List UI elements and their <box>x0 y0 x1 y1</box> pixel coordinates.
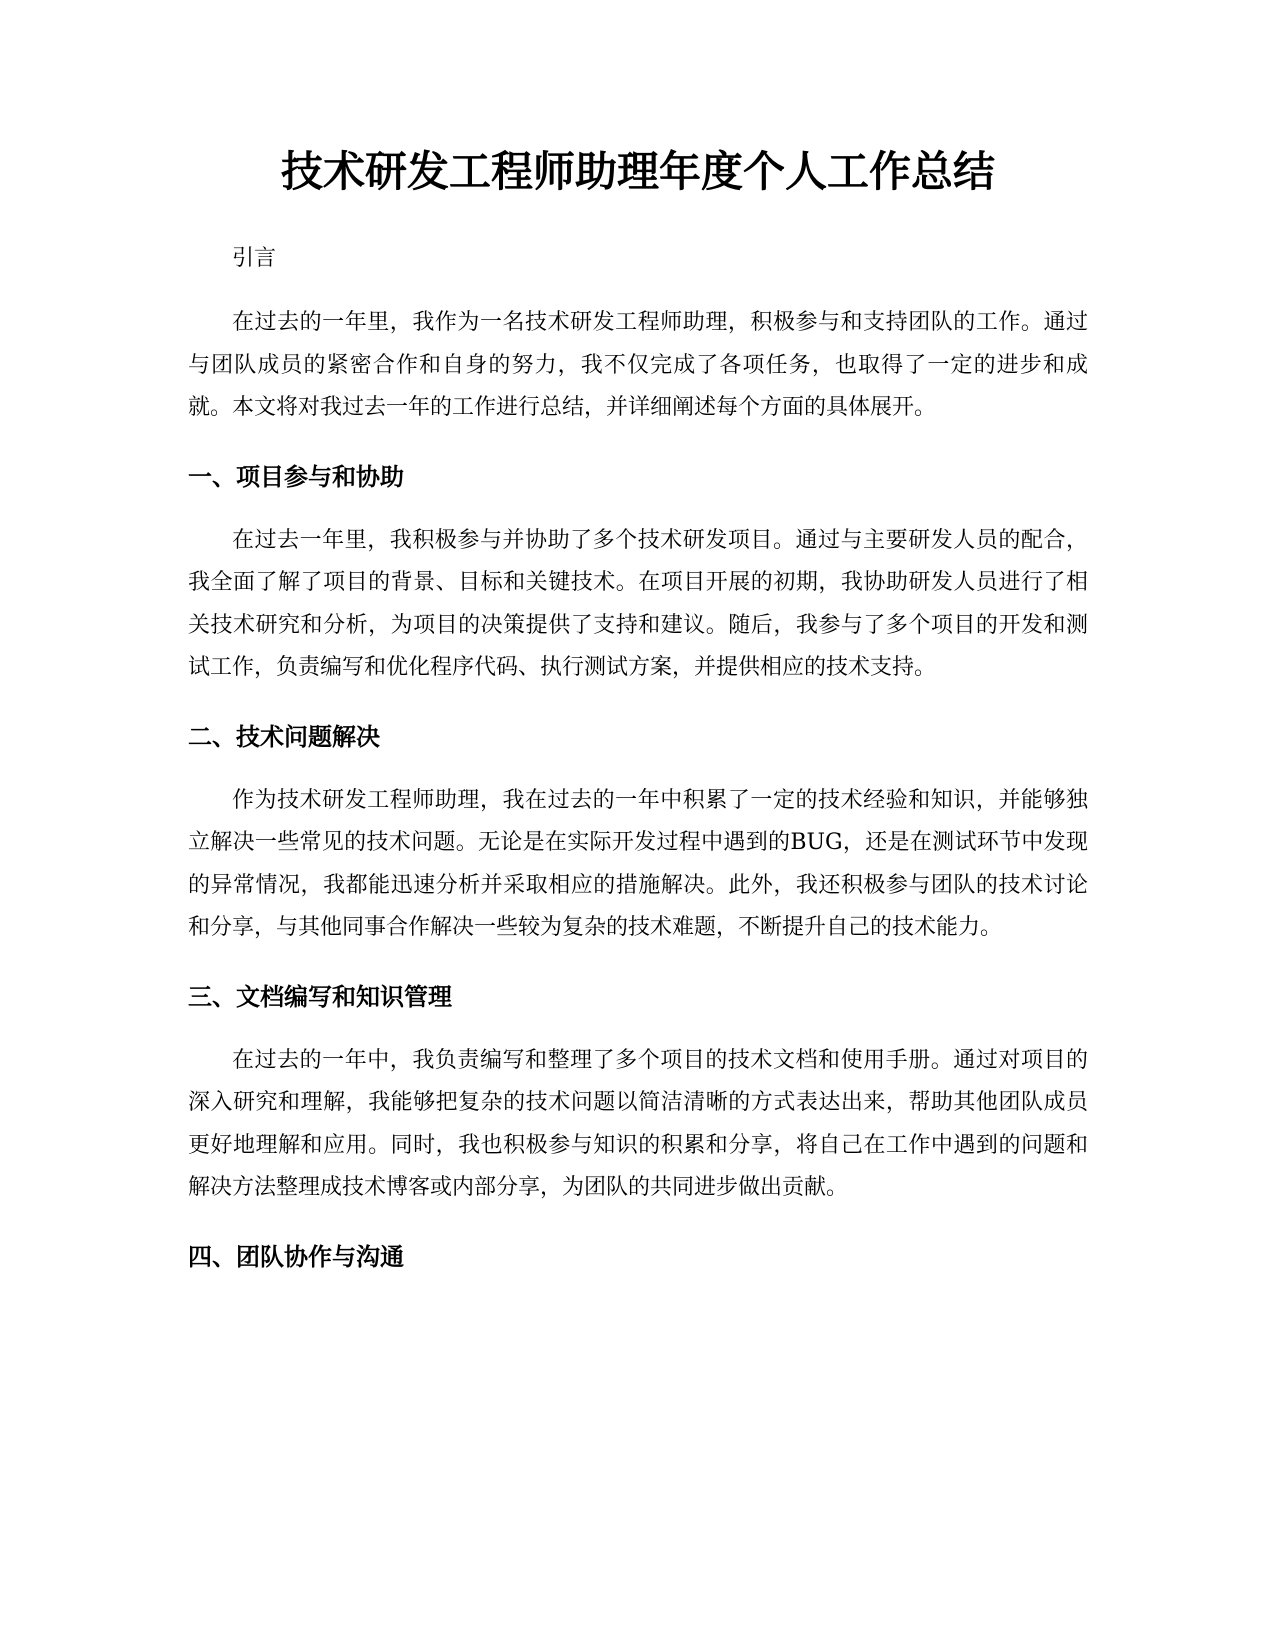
section-heading-teamwork: 四、团队协作与沟通 <box>188 1242 404 1271</box>
section-body-project-participation: 在过去一年里，我积极参与并协助了多个技术研发项目。通过与主要研发人员的配合，我全面了解了项目的背景、目标和关键技术。在项目开展的初期，我协助研发人员进行了相关技术研究和分析，为项目的决策提供了支持和建议。随后，我参与了多个项目的开发和测试工作，负责编写和优化程序代码、执行测试方案，并提供相应的技术支持。 <box>188 527 1088 680</box>
section-heading-documentation: 三、文档编写和知识管理 <box>188 982 452 1011</box>
document-title: 技术研发工程师助理年度个人工作总结 <box>280 147 995 196</box>
section-body-technical-problem-solving: 作为技术研发工程师助理，我在过去的一年中积累了一定的技术经验和知识，并能够独立解决一些常见的技术问题。无论是在实际开发过程中遇到的BUG，还是在测试环节中发现的异常情况，我都能迅速分析并采取相应的措施解决。此外，我还积极参与团队的技术讨论和分享，与其他同事合作解决一些较为复杂的技术难题，不断提升自己的技术能力。 <box>188 787 1088 940</box>
intro-label: 引言 <box>232 246 277 271</box>
section-heading-technical-problem-solving: 二、技术问题解决 <box>188 722 380 751</box>
section-body-documentation: 在过去的一年中，我负责编写和整理了多个项目的技术文档和使用手册。通过对项目的深入研究和理解，我能够把复杂的技术问题以简洁清晰的方式表达出来，帮助其他团队成员更好地理解和应用。同时，我也积极参与知识的积累和分享，将自己在工作中遇到的问题和解决方法整理成技术博客或内部分享，为团队的共同进步做出贡献。 <box>188 1047 1088 1200</box>
document-content <box>188 140 1088 1278</box>
intro-paragraph: 在过去的一年里，我作为一名技术研发工程师助理，积极参与和支持团队的工作。通过与团队成员的紧密合作和自身的努力，我不仅完成了各项任务，也取得了一定的进步和成就。本文将对我过去一年的工作进行总结，并详细阐述每个方面的具体展开。 <box>188 310 1088 420</box>
section-heading-project-participation: 一、项目参与和协助 <box>188 462 404 491</box>
